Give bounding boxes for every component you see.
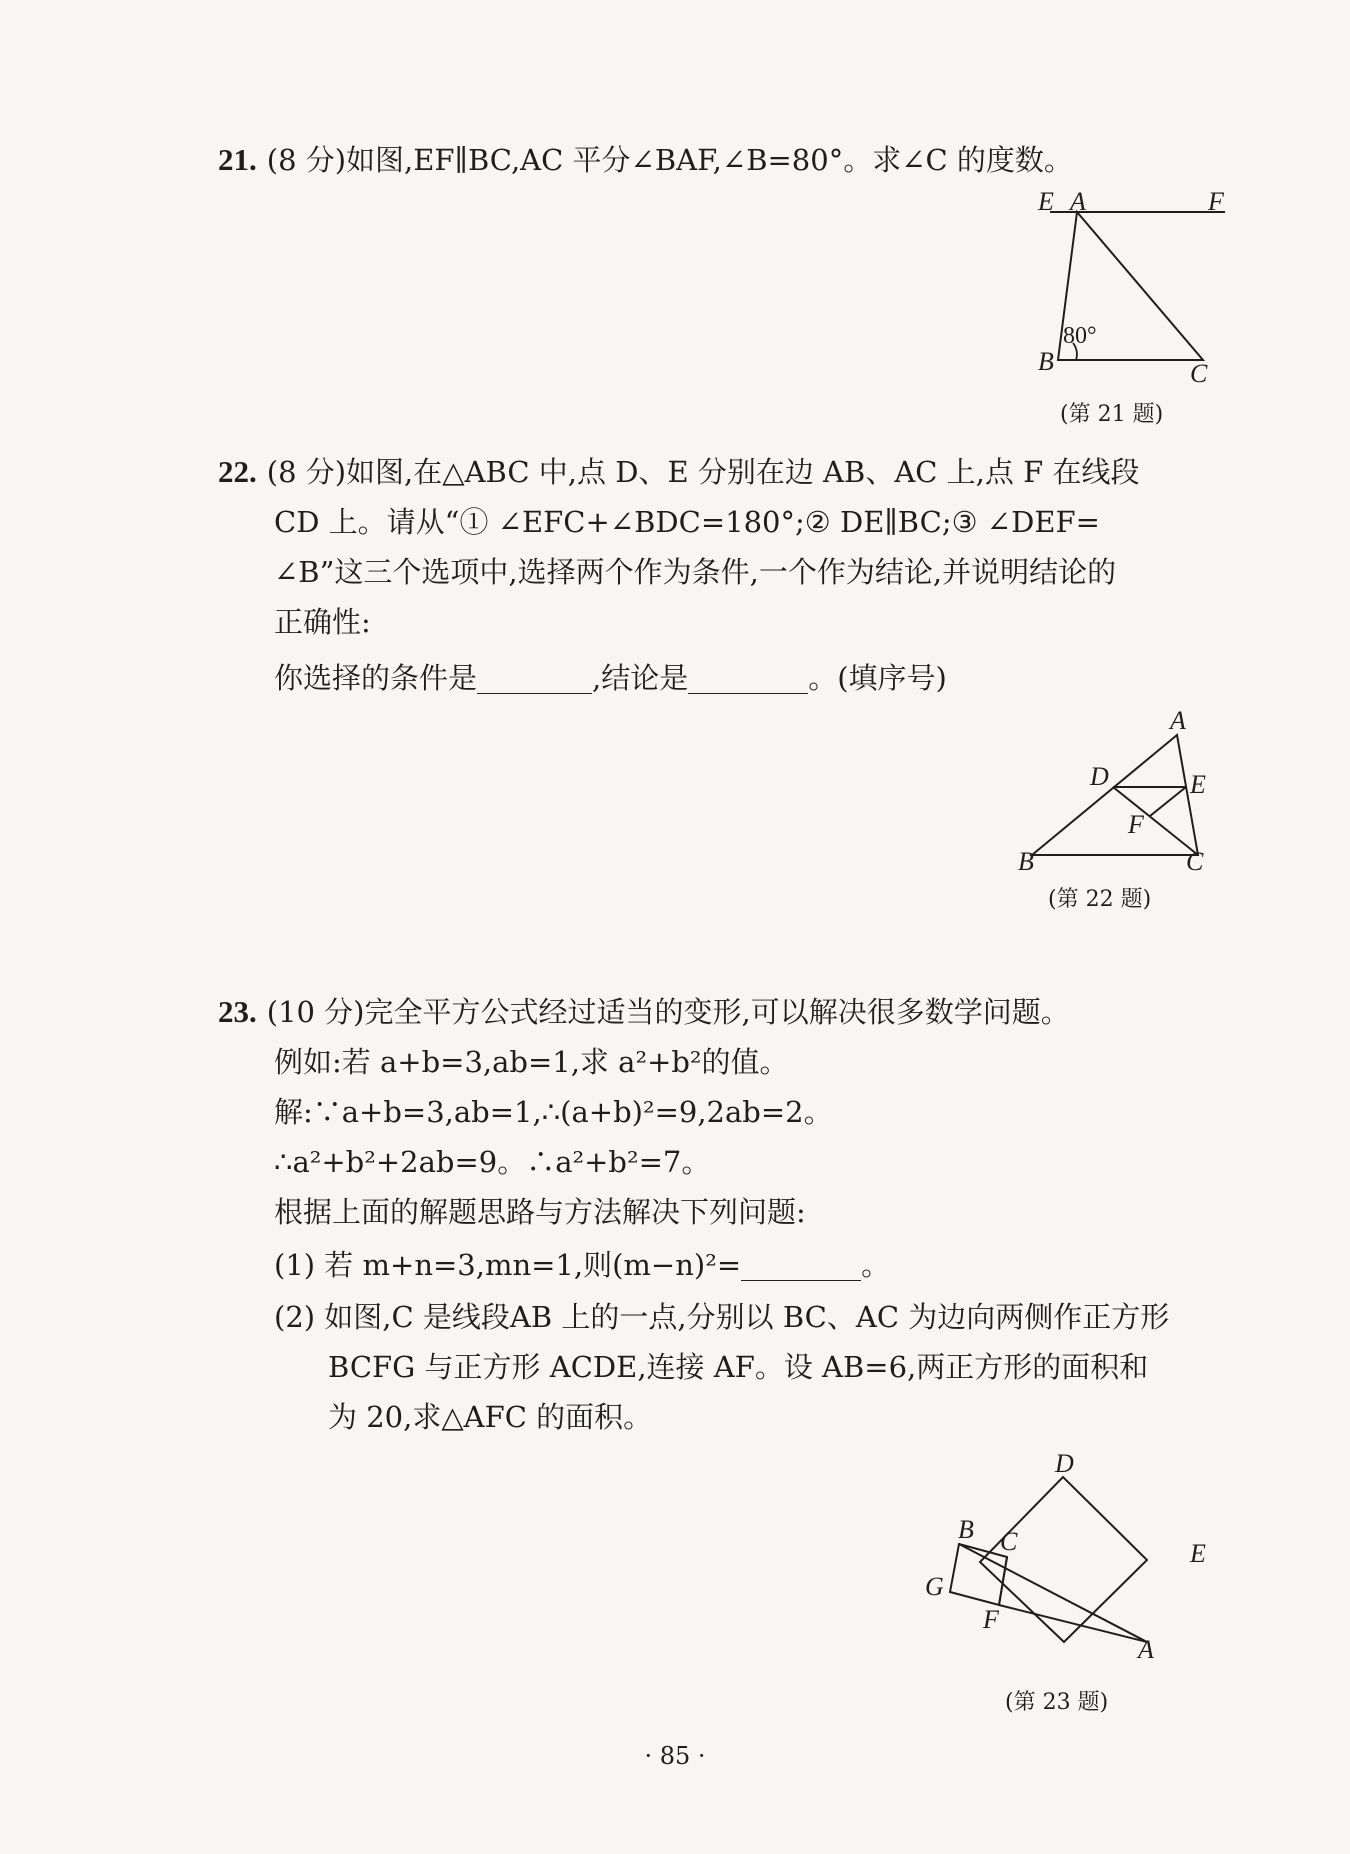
q23-label-c: C [1000, 1527, 1018, 1556]
q22-line-1 [218, 452, 1139, 492]
q22-caption: (第 22 题) [1048, 887, 1152, 912]
q22-segment-dc [1113, 787, 1198, 855]
q23-line-4: ∴a²+b²+2ab=9。∴a²+b²=7。 [274, 1145, 711, 1179]
q22-condition-blank[interactable] [477, 663, 592, 694]
q23-text-1: (10 分)完全平方公式经过适当的变形,可以解决很多数学问题。 [266, 995, 1070, 1029]
q23-line-9: 为 20,求△AFC 的面积。 [328, 1400, 653, 1434]
q23-line-1 [218, 992, 1070, 1032]
q22-label-a: A [1170, 706, 1186, 735]
q21-caption: (第 21 题) [1060, 402, 1164, 427]
q22-line-3: ∠B”这三个选项中,选择两个作为条件,一个作为结论,并说明结论的 [274, 555, 1117, 589]
q21-label-e: E [1038, 187, 1054, 216]
q22-text-1: (8 分)如图,在△ABC 中,点 D、E 分别在边 AB、AC 上,点 F 在线段 [266, 455, 1140, 489]
q22-line-4: 正确性: [274, 605, 371, 639]
q23-figure [920, 1450, 1210, 1680]
q22-segment-ef [1150, 787, 1186, 816]
q23-line-3: 解:∵a+b=3,ab=1,∴(a+b)²=9,2ab=2。 [274, 1095, 833, 1129]
q22-label-b: B [1018, 847, 1034, 876]
q23-part1-text: (1) 若 m+n=3,mn=1,则(m−n)²= [274, 1248, 742, 1282]
q22-triangle-abc [1032, 735, 1198, 855]
q22-answer-prompt-1: 你选择的条件是 [274, 661, 478, 695]
q23-part1-blank[interactable] [741, 1250, 861, 1281]
q21-label-b: B [1038, 347, 1054, 376]
page-number: · 85 · [644, 1742, 706, 1770]
q23-part1-end: 。 [861, 1248, 891, 1282]
q22-number: 22. [218, 454, 257, 489]
q22-label-e: E [1190, 770, 1206, 799]
q22-answer-prompt-3: 。(填序号) [808, 661, 947, 695]
q23-line-5: 根据上面的解题思路与方法解决下列问题: [274, 1195, 806, 1229]
q23-label-b: B [958, 1515, 974, 1544]
q23-square-acde [980, 1477, 1147, 1642]
q21-figure [1030, 187, 1230, 390]
q23-line-6 [274, 1245, 890, 1285]
q22-label-c: C [1186, 847, 1204, 876]
q22-line-5 [274, 658, 947, 698]
q23-label-d: D [1055, 1449, 1074, 1478]
q23-line-7: (2) 如图,C 是线段AB 上的一点,分别以 BC、AC 为边向两侧作正方形 [274, 1300, 1170, 1334]
q22-answer-prompt-2: ,结论是 [592, 661, 689, 695]
q23-caption: (第 23 题) [1005, 1690, 1109, 1715]
q21-label-f: F [1208, 187, 1224, 216]
q23-segment-af [999, 1605, 1147, 1642]
q21-number: 21. [218, 142, 257, 177]
q22-figure [1010, 706, 1220, 876]
q22-conclusion-blank[interactable] [688, 663, 808, 694]
q23-label-f: F [983, 1605, 999, 1634]
q21-label-c: C [1190, 359, 1208, 388]
q21-text: (8 分)如图,EF∥BC,AC 平分∠BAF,∠B=80°。求∠C 的度数。 [266, 143, 1073, 177]
q23-line-2: 例如:若 a+b=3,ab=1,求 a²+b²的值。 [274, 1045, 789, 1079]
q21-stem [218, 140, 1073, 180]
q23-label-e: E [1190, 1539, 1206, 1568]
q22-line-2: CD 上。请从“① ∠EFC+∠BDC=180°;② DE∥BC;③ ∠DEF= [274, 505, 1100, 539]
q21-label-a: A [1070, 187, 1086, 216]
q23-line-8: BCFG 与正方形 ACDE,连接 AF。设 AB=6,两正方形的面积和 [328, 1350, 1149, 1384]
q22-label-f: F [1128, 810, 1144, 839]
q22-label-d: D [1090, 762, 1109, 791]
q23-label-g: G [925, 1572, 944, 1601]
q23-label-a: A [1138, 1635, 1154, 1664]
q21-angle-label: 80° [1063, 323, 1097, 349]
q23-number: 23. [218, 994, 257, 1029]
